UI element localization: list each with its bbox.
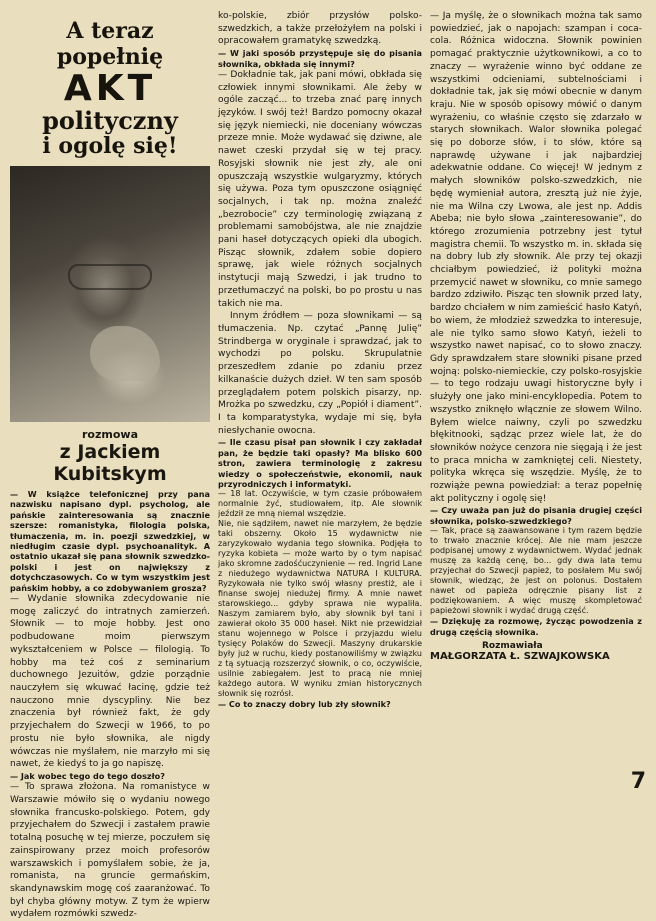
question-3: — W jaki sposób przystępuje się do pisania słownika, obkłada się innymi? bbox=[218, 48, 422, 69]
signature-name: MAŁGORZATA Ł. SZWAJKOWSKA bbox=[430, 651, 610, 663]
col3-body-1: — Ja myślę, że o słownikach można tak samo powiedzieć, jak o napojach: szampan i coca-cola. Różnica widoczna. Słownik powinien pomagać praktycznie użytkownikowi, a co to znaczy — wyrażenie winno być oddane ze wszystkimi odcieniami, subtelnościami i dokładnie tak, jak się mówi obecnie w danym kraju. Nie w sposób opisowy mówić o danym wyrażeniu, co właśnie często się zdarzało w starych słownikach. Walor słownika polegać się po doborze słów, i to słów, które są naprawdę używane i jak najbardziej adekwatnie oddane. Co więcej! W jednym z małych słowników polsko-szwedzkich, nie będę wymieniał autora, zresztą już nie żyje, nie ma Wilna czy Lwowa, ale jest np. Addis Abeba; nie było słowa „zainteresowanie”, do którego zrozumienia potrzebny jest tytuł magistra chemii. To wszystko m. in. składa się na dobry lub zły słownik. Ale przy tej okazji chciałbym powiedzieć, iż polityki można przemycić nawet w słowniku, co mnie samego bardzo zdziwiło. Pisząc ten słownik przed laty, bardzo chciałem w nim zamieścić hasło Katyń, bo wiem, że młodzież szwedzka to interesuje, ale nie tylko samo słowo Katyń, ieżeli to wszystko nawet napisać, co to słowo znaczy. Gdy sprawdzałem stare słowniki pisane przed wojną: polsko-niemieckie, czy polsko-rosyjskie — to tego rodzaju uwagi historyczne były i służyły one jako mini-encyklopedia. Potem to wszystko zniknęło włącznie ze słowem Wilno. Byłem wielce naiwny, czyli po szwedzku błękitnooki, sądząc przez wiele lat, że do słowników nożyce cenzora nie sięgają i że jest to praca mnicha w zamkniętej celi. Niestety, polityka wkręca się wszędzie. Myślę, że to rozwiąże pewna powiedział: a teraz popełnię akt polityczny i ogolę się! bbox=[430, 11, 642, 504]
question-6: — Czy uważa pan już do pisania drugiej części słownika, polsko-szwedzkiego? bbox=[430, 505, 642, 526]
hand-shape bbox=[90, 326, 160, 381]
lead-question: — W książce telefonicznej przy pana nazwisku napisano dypl. psycholog, ale pańskie zainteresowania są znacznie szersze: romanistyka, filologia polska, tłumaczenia, m. in. poezji szwedzkiej, w niedługim czasie dypl. psychoanalityk. A ostatnio ukazał się pana słownik szwedzko-polski i jest on największy z dotychczasowych. Co w tym wszystkim jest pańskim hobby, a co zdobywaniem grosza? bbox=[10, 489, 210, 593]
signature-label: Rozmawiała bbox=[482, 641, 543, 652]
headline-line-2: AKT bbox=[63, 68, 157, 109]
glasses-shape bbox=[68, 264, 152, 290]
byline-rozmowa: rozmowa bbox=[82, 428, 138, 441]
col1-body-2: — To sprawa złożona. Na romanistyce w Warszawie mówiło się o wydaniu nowego słownika francusko-polskiego. Potem, gdy przyjechałem do Szwecji i zastałem prawie totalną posuchę w tej mierze, poczułem się zainspirowany przez moich profesorów warszawskich i pomyślałem sobie, że ja, romanista, na gruncie germańskim, skandynawskim mogę coś zaaranżować. To był chyba główny motyw. Z tym że wpierw wydałem rozmówki szwedz- bbox=[10, 782, 210, 920]
question-4: — Ile czasu pisał pan słownik i czy zakładał pan, że będzie taki opasły? Ma blisko 600 stron, zawiera terminologię z zakresu wiedzy o społeczeństwie, ekonomii, nauk przyrodniczych i informatyki. bbox=[218, 437, 422, 489]
headline-line-1: A teraz popełnię bbox=[56, 18, 164, 70]
byline-name: z Jackiem Kubitskym bbox=[53, 441, 167, 485]
column-1 bbox=[10, 0, 210, 921]
col1-body: — Wydanie słownika zdecydowanie nie mogę zaliczyć do intratnych zamierzeń. Słownik — to moje hobby. Jest ono podbudowane moim pierwszym wykształceniem w Polsce — filologią. To hobby ma też coś z seminarium duchownego Jezuitów, gdzie porządnie nauczyłem się wkuwać łacinę, gdzie też nauczono mnie dyscypliny. Nie bez znaczenia był również fakt, że gdy przyjechałem do Szwecji w 1966, to po prostu nie było słownika, ale nigdy wówczas nie myślałem, nie marzyło mi się nawet, że kiedyś to ja go napiszę. bbox=[10, 594, 210, 770]
question-2: — Jak wobec tego do tego doszło? bbox=[10, 770, 165, 781]
col2-small-text: — 18 lat. Oczywiście, w tym czasie próbowałem normalnie żyć, studiowałem, itp. Ale słownik jeździł ze mną niemal wszędzie. Nie, nie sądziłem, nawet nie marzyłem, że będzie taki obszerny. Około 15 wydawnictw nie zaryzykowało wydania tego słownika. Podjęła to ryzyka kobieta — może warto by o tym napisać jako skromne zadośćuczynienie — red. Ingrid Lane z niedużego wydawnictwa NATURA I KULTURA. Ryzykowała nie tylko swój własny prestiż, ale i finanse swojej niedużej firmy. A mnie nawet starowskiego... gdyby sprawa nie wypaliła. Naszym zamiarem było, aby słownik był tani i zawierał około 35 000 haseł. Nikt nie przewidział stanu wojennego w Polsce i przyjazdu wielu tysięcy Polaków do Szwecji. Maszyny drukarskie były już w ruchu, kiedy postanowiliśmy w związku z tą sytuacją rozszerzyć słownik, o co, oczywiście, usilnie zabiegałem. Jest to pracą nie mniej każdego autora. W wyniku zmian historycznych słownik się rozrósł. bbox=[218, 489, 422, 699]
col3-small-text: — Tak, prace są zaawansowane i tym razem będzie to trwało znacznie krócej. Ale nie mam jeszcze podpisanej umowy z wydawnictwem. Wydać jednak muszę za każdą cenę, bo... gdy dwa lata temu przyjechał do Szwecji papież, to posłałem Mu swój słownik, wiedząc, że jest on polonus. Dostałem nawet od papieża odręcznie pisany list z podziękowaniem. A więc muszę skompletować papieżowi słownik i wydać drugą część. bbox=[430, 526, 642, 616]
portrait-photo bbox=[10, 166, 210, 422]
column-2 bbox=[218, 10, 422, 710]
col2-body-3: Innym źródłem — poza słownikami — są tłumaczenia. Np. czytać „Pannę Julię” Strindberga w oryginale i sprawdzać, jak to wychodzi po polsku. Skrupulatnie przeszedłem zdanie po zdaniu przez kilkanaście dużych dzieł. W ten sam sposób przeglądałem potem polskich pisarzy, np. Mrożka po szwedzku, czy „Popiół i diament”. I ta komparatystyka, wydaje mi się, była niesłychanie owocna. bbox=[218, 311, 422, 436]
page-number: 7 bbox=[630, 769, 646, 794]
question-5: — Co to znaczy dobry lub zły słownik? bbox=[218, 699, 391, 710]
col2-body-1: ko-polskie, zbiór przysłów polsko-szwedzkich, a także przełożyłem na polski i opracowałem gramatykę szwedzką. bbox=[218, 11, 422, 47]
column-3 bbox=[430, 10, 642, 662]
closing-thanks: — Dziękuję za rozmowę, życząc powodzenia z drugą częścią słownika. bbox=[430, 616, 642, 637]
headline-line-3: polityczny bbox=[42, 106, 178, 135]
headline-line-4: i ogolę się! bbox=[42, 133, 178, 159]
col2-body-2: — Dokładnie tak, jak pani mówi, obkłada się człowiek innymi słownikami. Ale żeby w ogóle zacząć... to trzeba znać parę innych języków. I swój też! Bardzo pomocny okazał się język niemiecki, nie doceniany wówczas przeze mnie. Może wydawać się dziwne, ale nawet czeski przydał się w tej pracy. Rosyjski słownik nie jest zły, ale oni opuszczają wszystkie wulgaryzmy, których się używa. Poza tym opuszczone osiągnięć socjalnych, i tak np. można znaleźć „bezrobocie” czy terminologię związaną z problemami samobójstwa, ale nie znajdzie pani haseł dotyczących opieki dla ubogich. Pisząc słownik, zdałem sobie dopiero sprawę, jak wiele różnych socjalnych instytucji mają Szwedzi, i jak trudno to przetłumaczyć na polski, bo po prostu u nas takich nie ma. bbox=[218, 69, 422, 309]
